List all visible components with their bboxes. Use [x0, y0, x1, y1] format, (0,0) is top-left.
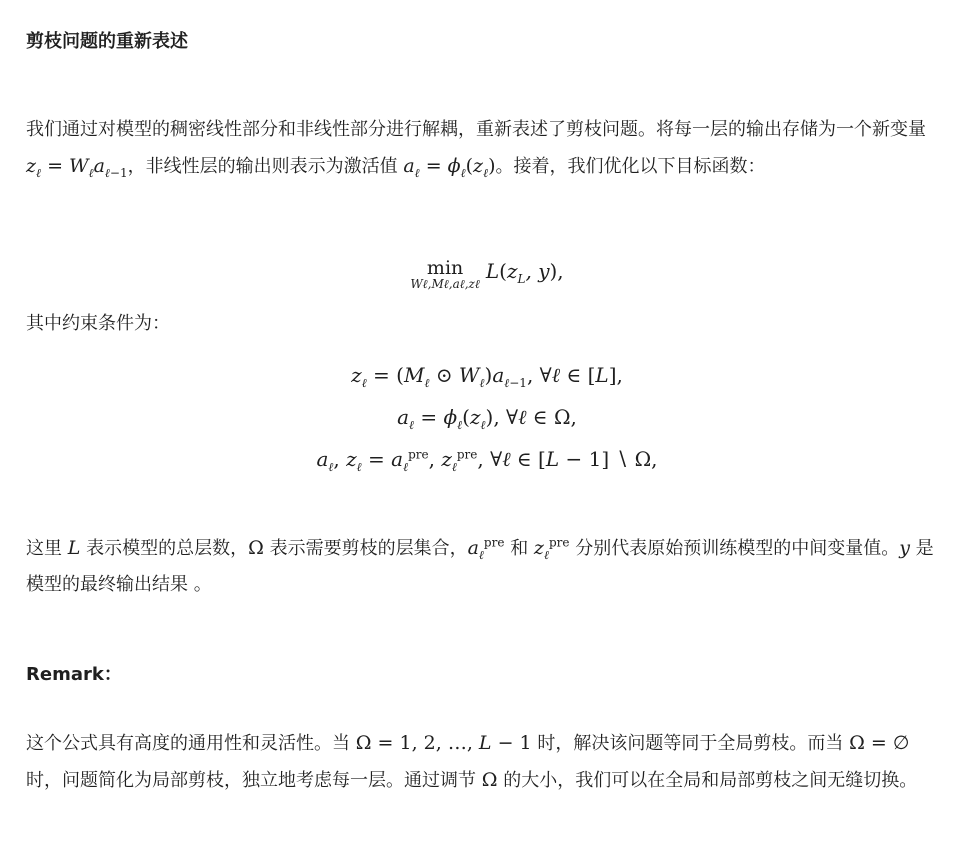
explain-text-5: 分别代表原始预训练模型的中间变量值。 — [575, 538, 900, 559]
math-z-eq-wa: $z_\ell = W_\ell a_{\ell-1}$ — [26, 155, 128, 180]
math-omega-2: Ω — [481, 769, 498, 791]
objective-expression: $L(z_L$, y), — [485, 259, 564, 286]
math-z-pre: $z_\ell^{pre}$ — [533, 535, 570, 562]
explain-text-1: 这里 — [26, 538, 62, 559]
remark-text-4: 的大小，我们可以在全局和局部剪枝之间无缝切换。 — [503, 770, 918, 791]
math-a-eq-phi: $a_\ell = \phi_\ell(z_\ell)$ — [403, 155, 496, 180]
remark-title: Remark： — [26, 664, 122, 685]
constraint-intro: 其中约束条件为： — [26, 313, 170, 334]
constraint-1: $z_\ell = (M_\ell$ ⊙ $W_\ell)a_{\ell-1}$, ∀ℓ ∈ [L], — [351, 363, 623, 390]
remark-text-1: 这个公式具有高度的通用性和灵活性。当 — [26, 733, 350, 754]
math-y: y — [899, 537, 910, 559]
remark-text-2: 时，解决该问题等同于全局剪枝。而当 — [537, 733, 844, 754]
explain-paragraph — [26, 530, 948, 603]
min-subscript: Wℓ,Mℓ,aℓ,zℓ — [410, 276, 480, 291]
explain-text-2: 表示模型的总层数， — [86, 538, 249, 559]
constraint-2: $a_\ell = \phi_\ell(z_\ell)$, ∀ℓ ∈ Ω, — [397, 405, 577, 432]
remark-paragraph — [26, 725, 948, 799]
intro-text-3: 。接着，我们优化以下目标函数： — [495, 156, 766, 177]
intro-text-1: 我们通过对模型的稠密线性部分和非线性部分进行解耦，重新表述了剪枝问题。将每一层的输出存储为一个新变量 — [26, 119, 926, 140]
math-omega-set: Ω = 1, 2, …, L − 1 — [355, 732, 532, 754]
intro-text-2: ，非线性层的输出则表示为激活值 — [127, 156, 398, 177]
explain-text-4: 和 — [510, 538, 529, 559]
math-L: L — [67, 537, 81, 559]
intro-paragraph — [26, 112, 948, 185]
math-omega-empty: Ω = ∅ — [849, 732, 910, 754]
objective-equation — [26, 250, 948, 292]
section-heading: 剪枝问题的重新表述 — [26, 31, 188, 52]
math-omega: Ω — [248, 537, 264, 559]
min-operator — [410, 258, 480, 290]
constraint-3: $a_\ell$, $z_\ell = a_\ell^{pre}$, $z_\ell^{pre}$, ∀ℓ ∈ [L − 1] ∖ Ω, — [316, 447, 658, 474]
remark-text-3: 时，问题简化为局部剪枝，独立地考虑每一层。通过调节 — [26, 770, 476, 791]
constraints-block — [26, 354, 948, 480]
explain-text-6: 是模型的最终输出结果 。 — [26, 538, 934, 595]
math-a-pre: $a_\ell^{pre}$ — [467, 535, 505, 562]
min-label: min — [426, 256, 464, 279]
explain-text-3: 表示需要剪枝的层集合， — [269, 538, 468, 559]
